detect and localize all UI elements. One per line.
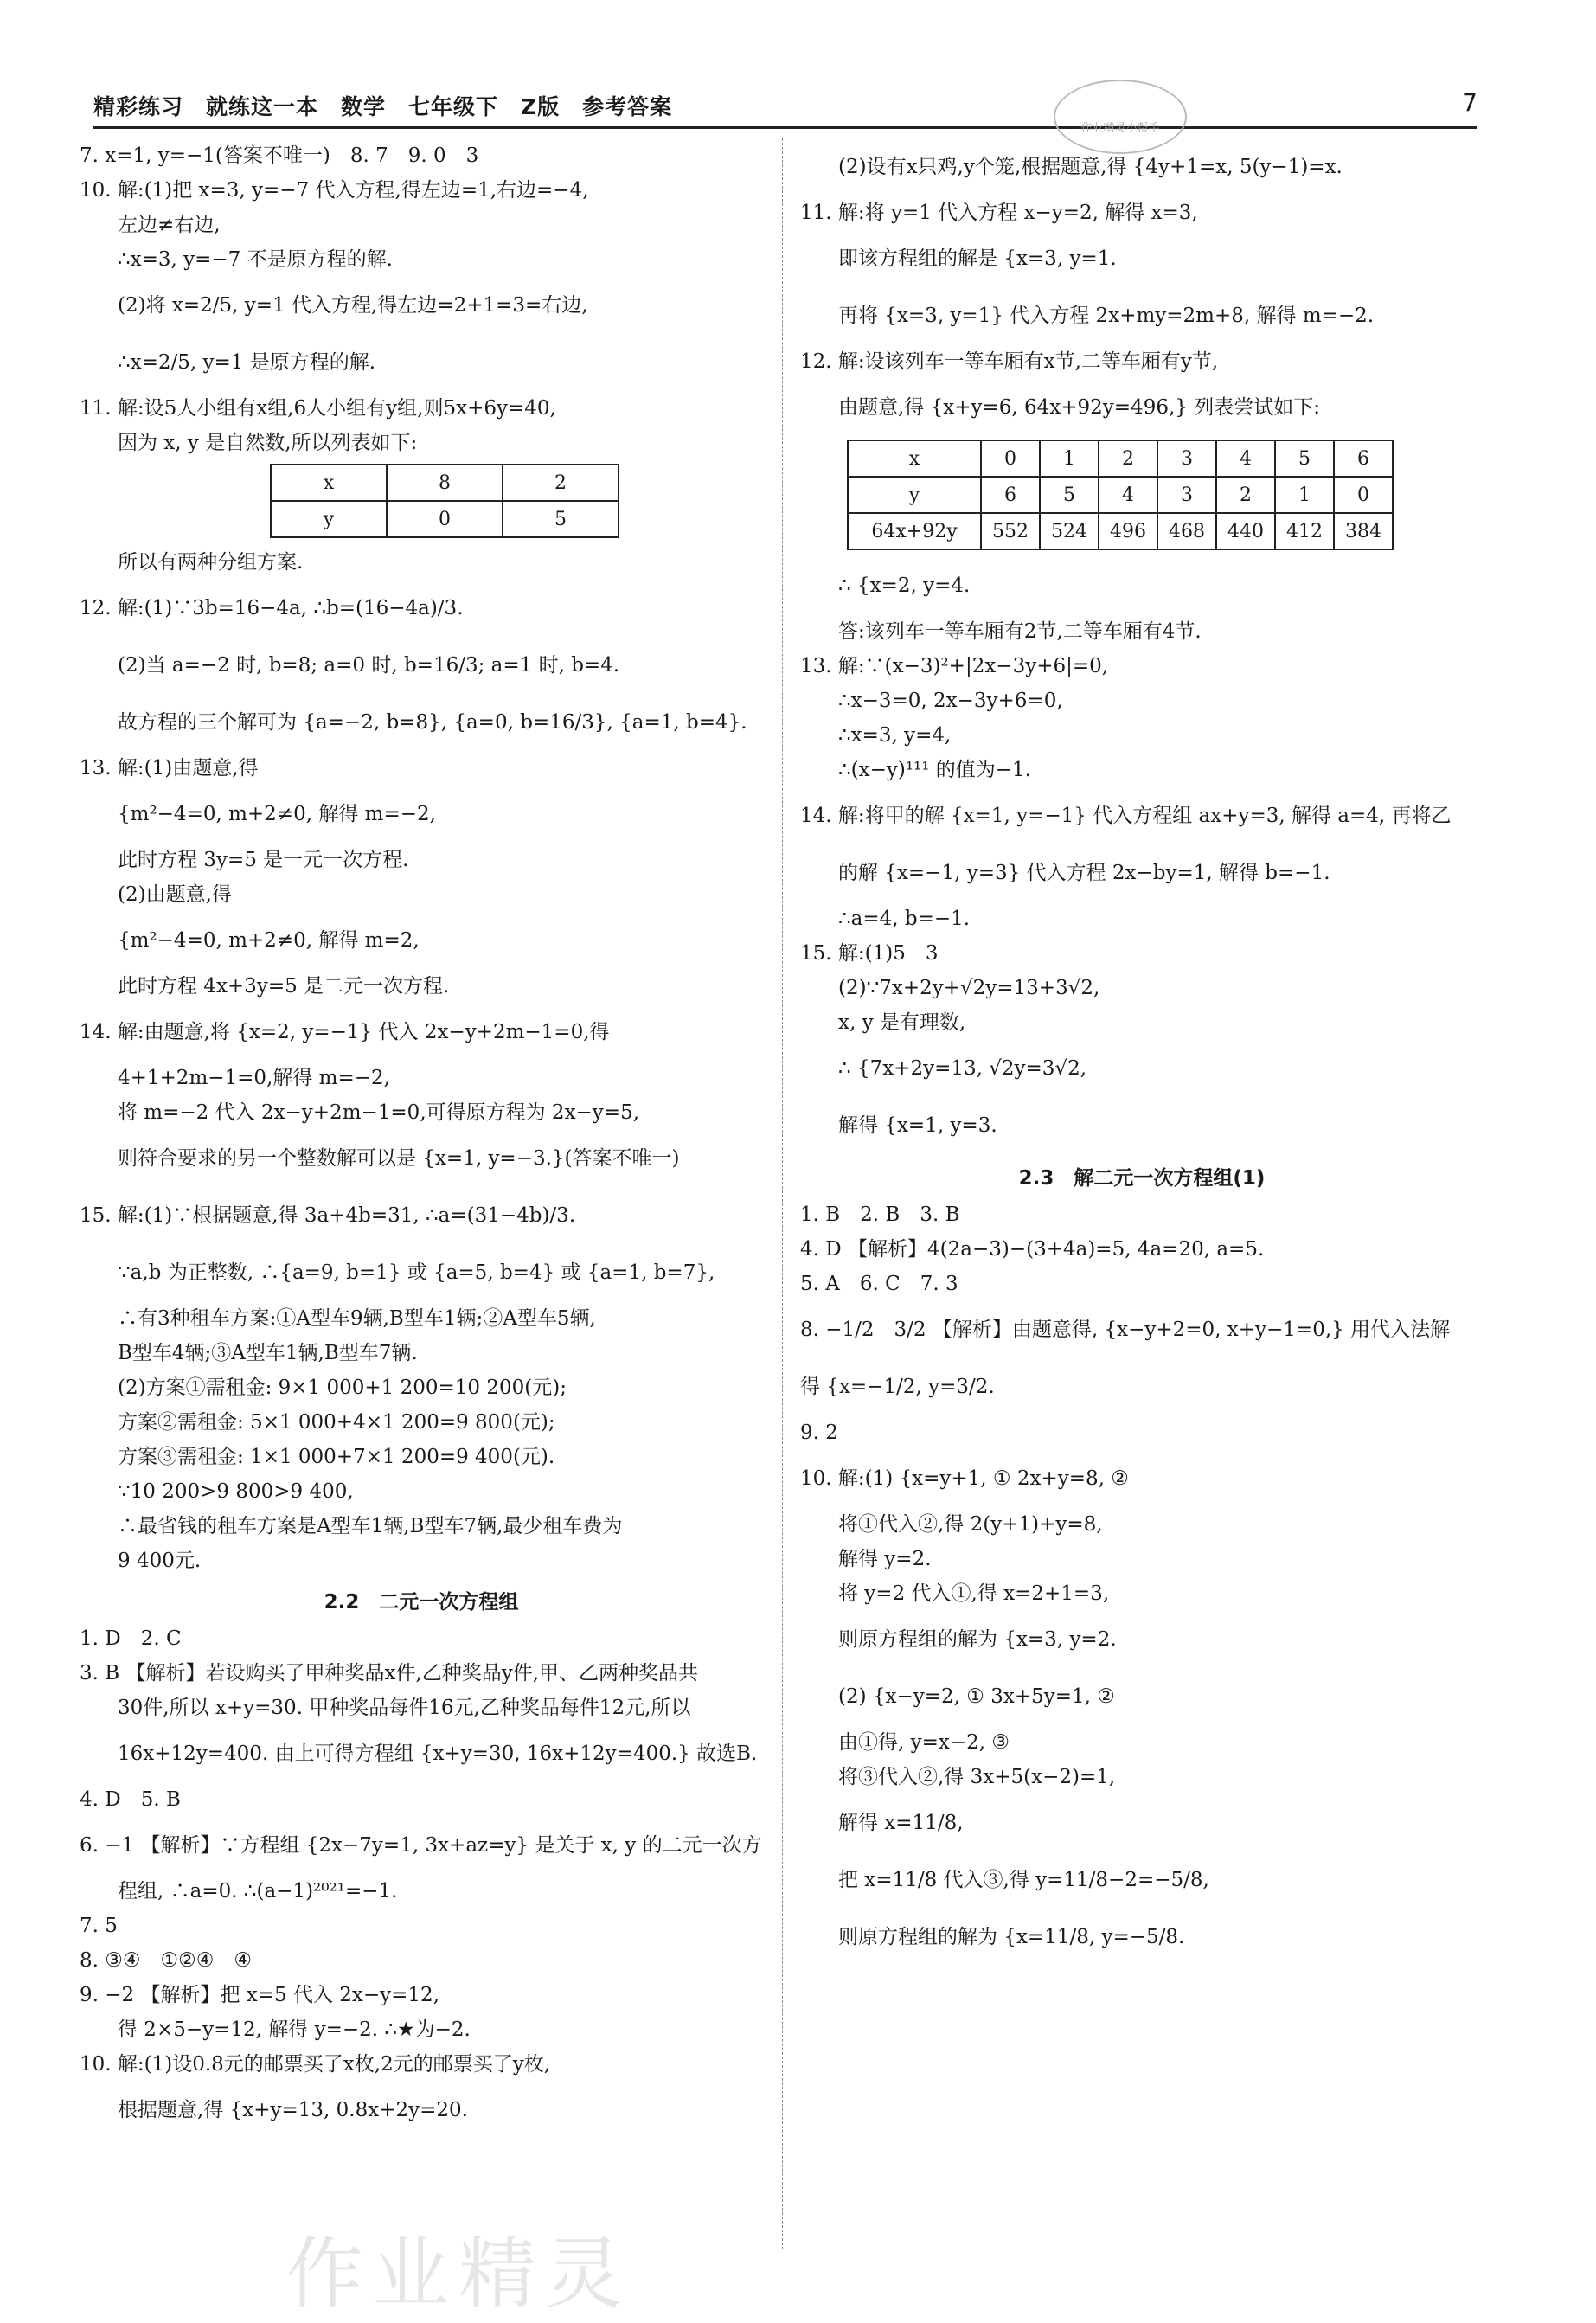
answer-line: ∵a,b 为正整数, ∴{a=9, b=1} 或 {a=5, b=4} 或 {a=1, b=7}, (118, 1261, 715, 1284)
answer-line: 此时方程 4x+3y=5 是二元一次方程. (118, 975, 450, 998)
answer-line: 则符合要求的另一个整数解可以是 {x=1, y=−3.}(答案不唯一) (118, 1147, 680, 1170)
answer-line: 得 2×5−y=12, 解得 y=−2. ∴★为−2. (118, 2018, 471, 2041)
left-column (80, 138, 763, 2139)
answer-line: 故方程的三个解可为 {a=−2, b=8}, {a=0, b=16/3}, {a=1, b=4}. (118, 711, 747, 734)
table-row (848, 440, 1393, 477)
answer-line: 由①得, y=x−2, ③ (838, 1731, 1010, 1754)
answer-line: 10. 解:(1) {x=y+1, ① 2x+y=8, ② (800, 1467, 1129, 1490)
answer-line: 6. −1 【解析】∵方程组 {2x−7y=1, 3x+az=y} 是关于 x, y 的二元一次方 (80, 1834, 762, 1857)
answer-line: 13. 解:∵(x−3)²+|2x−3y+6|=0, (800, 655, 1109, 677)
answer-line: 12. 解:(1)∵3b=16−4a, ∴b=(16−4a)/3. (80, 597, 464, 619)
answer-line: 方案③需租金: 1×1 000+7×1 200=9 400(元). (118, 1446, 555, 1468)
answer-line: 7. x=1, y=−1(答案不唯一) 8. 7 9. 0 3 (80, 144, 479, 167)
watermark: 作业精灵 (285, 2229, 631, 2320)
answer-line: 12. 解:设该列车一等车厢有x节,二等车厢有y节, (800, 350, 1219, 373)
answer-line: 13. 解:(1)由题意,得 (80, 757, 259, 780)
answer-line: 再将 {x=3, y=1} 代入方程 2x+my=2m+8, 解得 m=−2. (838, 305, 1375, 327)
answer-line: ∴x=3, y=4, (838, 724, 952, 747)
answer-line: 即该方程组的解是 {x=3, y=1. (838, 247, 1117, 270)
answer-line: 的解 {x=−1, y=3} 代入方程 2x−by=1, 解得 b=−1. (838, 862, 1330, 884)
section-heading: 2.2 二元一次方程组 (324, 1591, 519, 1614)
answer-line: ∴ {x=2, y=4. (838, 574, 971, 597)
answer-line: 方案②需租金: 5×1 000+4×1 200=9 800(元); (118, 1411, 555, 1434)
table-cell: 64x+92y (848, 513, 981, 549)
answer-line: ∴有3种租车方案:①A型车9辆,B型车1辆;②A型车5辆, (118, 1307, 596, 1330)
column-divider (782, 138, 784, 2249)
answer-line: {m²−4=0, m+2≠0, 解得 m=2, (118, 929, 420, 952)
answer-line: 15. 解:(1)5 3 (800, 942, 939, 965)
trial-table (847, 440, 1394, 550)
answer-line: ∴(x−y)¹¹¹ 的值为−1. (838, 759, 1032, 781)
table-cell: y (271, 501, 387, 537)
answer-line: 1. B 2. B 3. B (800, 1203, 960, 1226)
page-number: 7 (1462, 88, 1477, 117)
table-cell: 440 (1216, 513, 1275, 549)
answer-line: 4. D 【解析】4(2a−3)−(3+4a)=5, 4a=20, a=5. (800, 1238, 1265, 1261)
table-cell: 384 (1334, 513, 1393, 549)
answer-line: (2)由题意,得 (118, 883, 232, 906)
table-cell: 2 (1099, 440, 1157, 477)
answer-line: 根据题意,得 {x+y=13, 0.8x+2y=20. (118, 2099, 468, 2121)
answer-line: 解得 y=2. (838, 1548, 932, 1570)
answer-line: 1. D 2. C (80, 1627, 182, 1650)
answer-line: 5. A 6. C 7. 3 (800, 1273, 958, 1295)
answer-line: 4+1+2m−1=0,解得 m=−2, (118, 1067, 390, 1089)
table-cell: 2 (1216, 477, 1275, 513)
table-cell: x (848, 440, 981, 477)
table-cell: 5 (1275, 440, 1334, 477)
table-cell: 0 (981, 440, 1040, 477)
answer-line: 11. 解:将 y=1 代入方程 x−y=2, 解得 x=3, (800, 202, 1198, 224)
answer-line: 11. 解:设5人小组有x组,6人小组有y组,则5x+6y=40, (80, 397, 556, 420)
answer-line: ∴最省钱的租车方案是A型车1辆,B型车7辆,最少租车费为 (118, 1515, 623, 1537)
answer-line: 得 {x=−1/2, y=3/2. (800, 1376, 995, 1398)
table-cell: 5 (503, 501, 619, 537)
answer-line: 15. 解:(1)∵根据题意,得 3a+4b=31, ∴a=(31−4b)/3. (80, 1204, 576, 1227)
answer-line: ∴x−3=0, 2x−3y+6=0, (838, 690, 1063, 712)
answer-line: (2)∵7x+2y+√2y=13+3√2, (838, 977, 1100, 999)
answer-line: 8. −1/2 3/2 【解析】由题意得, {x−y+2=0, x+y−1=0,} 用代入法解 (800, 1319, 1451, 1341)
table-cell: 0 (387, 501, 503, 537)
answer-line: 10. 解:(1)设0.8元的邮票买了x枚,2元的邮票买了y枚, (80, 2053, 551, 2076)
answer-line: 把 x=11/8 代入③,得 y=11/8−2=−5/8, (838, 1869, 1209, 1891)
answer-line: (2)设有x只鸡,y个笼,根据题意,得 {4y+1=x, 5(y−1)=x. (838, 156, 1343, 178)
answer-line: 则原方程组的解为 {x=11/8, y=−5/8. (838, 1926, 1185, 1948)
table-cell: 1 (1275, 477, 1334, 513)
answer-line: ∴a=4, b=−1. (838, 908, 971, 930)
answer-line: x, y 是有理数, (838, 1011, 966, 1034)
answer-line: {m²−4=0, m+2≠0, 解得 m=−2, (118, 803, 436, 825)
answer-line: 9 400元. (118, 1550, 202, 1572)
answer-line: 9. −2 【解析】把 x=5 代入 2x−y=12, (80, 1984, 439, 2006)
stamp-logo: 作业精灵小帮手 (1054, 80, 1187, 154)
answer-line: 因为 x, y 是自然数,所以列表如下: (118, 432, 418, 454)
table-cell: 8 (387, 465, 503, 501)
answer-line: 4. D 5. B (80, 1788, 181, 1811)
answer-line: 将③代入②,得 3x+5(x−2)=1, (838, 1766, 1116, 1788)
table-row (848, 477, 1393, 513)
answer-line: 将 m=−2 代入 2x−y+2m−1=0,可得原方程为 2x−y=5, (118, 1101, 640, 1124)
answer-line: B型车4辆;③A型车1辆,B型车7辆. (118, 1342, 418, 1364)
answer-line: ∴ {7x+2y=13, √2y=3√2, (838, 1057, 1087, 1080)
table-row (271, 501, 619, 537)
table-cell: 4 (1099, 477, 1157, 513)
right-column (800, 138, 1484, 1966)
answer-line: (2)方案①需租金: 9×1 000+1 200=10 200(元); (118, 1376, 567, 1399)
answer-line: 9. 2 (800, 1421, 838, 1444)
table-cell: 5 (1040, 477, 1099, 513)
answer-line: (2)将 x=2/5, y=1 代入方程,得左边=2+1=3=右边, (118, 294, 588, 317)
answer-line: 3. B 【解析】若设购买了甲种奖品x件,乙种奖品y件,甲、乙两种奖品共 (80, 1662, 699, 1684)
table-cell: 6 (981, 477, 1040, 513)
answer-line: ∴x=3, y=−7 不是原方程的解. (118, 248, 393, 271)
table-cell: y (848, 477, 981, 513)
answer-line: 解得 x=11/8, (838, 1812, 964, 1834)
table-cell: 2 (503, 465, 619, 501)
table-cell: 412 (1275, 513, 1334, 549)
answer-line: 则原方程组的解为 {x=3, y=2. (838, 1628, 1117, 1651)
answer-line: 解得 {x=1, y=3. (838, 1114, 997, 1137)
section-heading: 2.3 解二元一次方程组(1) (1018, 1167, 1266, 1190)
table-row (271, 465, 619, 501)
answer-line: 14. 解:由题意,将 {x=2, y=−1} 代入 2x−y+2m−1=0,得 (80, 1021, 610, 1043)
answer-line: 14. 解:将甲的解 {x=1, y=−1} 代入方程组 ax+y=3, 解得 a=4, 再将乙 (800, 805, 1452, 827)
table-cell: 552 (981, 513, 1040, 549)
page-header (93, 87, 1477, 129)
answer-line: 程组, ∴a=0. ∴(a−1)²⁰²¹=−1. (118, 1880, 398, 1903)
header-title: 精彩练习 就练这一本 数学 七年级下 Z版 参考答案 (93, 94, 673, 119)
table-cell: 0 (1334, 477, 1393, 513)
answer-line: 8. ③④ ①②④ ④ (80, 1949, 252, 1972)
answer-line: 10. 解:(1)把 x=3, y=−7 代入方程,得左边=1,右边=−4, (80, 179, 589, 202)
answer-line: 将 y=2 代入①,得 x=2+1=3, (838, 1582, 1110, 1605)
answer-line: 30件,所以 x+y=30. 甲种奖品每件16元,乙种奖品每件12元,所以 (118, 1697, 691, 1719)
table-row (848, 513, 1393, 549)
table-cell: 1 (1040, 440, 1099, 477)
answer-line: 由题意,得 {x+y=6, 64x+92y=496,} 列表尝试如下: (838, 396, 1320, 419)
table-cell: 496 (1099, 513, 1157, 549)
answer-line: 此时方程 3y=5 是一元一次方程. (118, 849, 409, 871)
answer-line: 16x+12y=400. 由上可得方程组 {x+y=30, 16x+12y=400.} 故选B. (118, 1742, 758, 1765)
answer-line: 答:该列车一等车厢有2节,二等车厢有4节. (838, 620, 1202, 643)
table-cell: 3 (1157, 440, 1216, 477)
table-cell: 468 (1157, 513, 1216, 549)
answer-line: 将①代入②,得 2(y+1)+y=8, (838, 1513, 1103, 1536)
grouping-table (270, 464, 619, 538)
table-cell: 4 (1216, 440, 1275, 477)
answer-line: 所以有两种分组方案. (118, 551, 304, 574)
table-cell: x (271, 465, 387, 501)
table-cell: 3 (1157, 477, 1216, 513)
answer-line: 7. 5 (80, 1915, 118, 1937)
answer-line: ∴x=2/5, y=1 是原方程的解. (118, 351, 376, 374)
table-cell: 6 (1334, 440, 1393, 477)
answer-line: ∵10 200>9 800>9 400, (118, 1480, 354, 1503)
answer-line: (2)当 a=−2 时, b=8; a=0 时, b=16/3; a=1 时, b=4. (118, 654, 620, 677)
answer-line: (2) {x−y=2, ① 3x+5y=1, ② (838, 1685, 1115, 1708)
answer-line: 左边≠右边, (118, 214, 221, 236)
table-cell: 524 (1040, 513, 1099, 549)
